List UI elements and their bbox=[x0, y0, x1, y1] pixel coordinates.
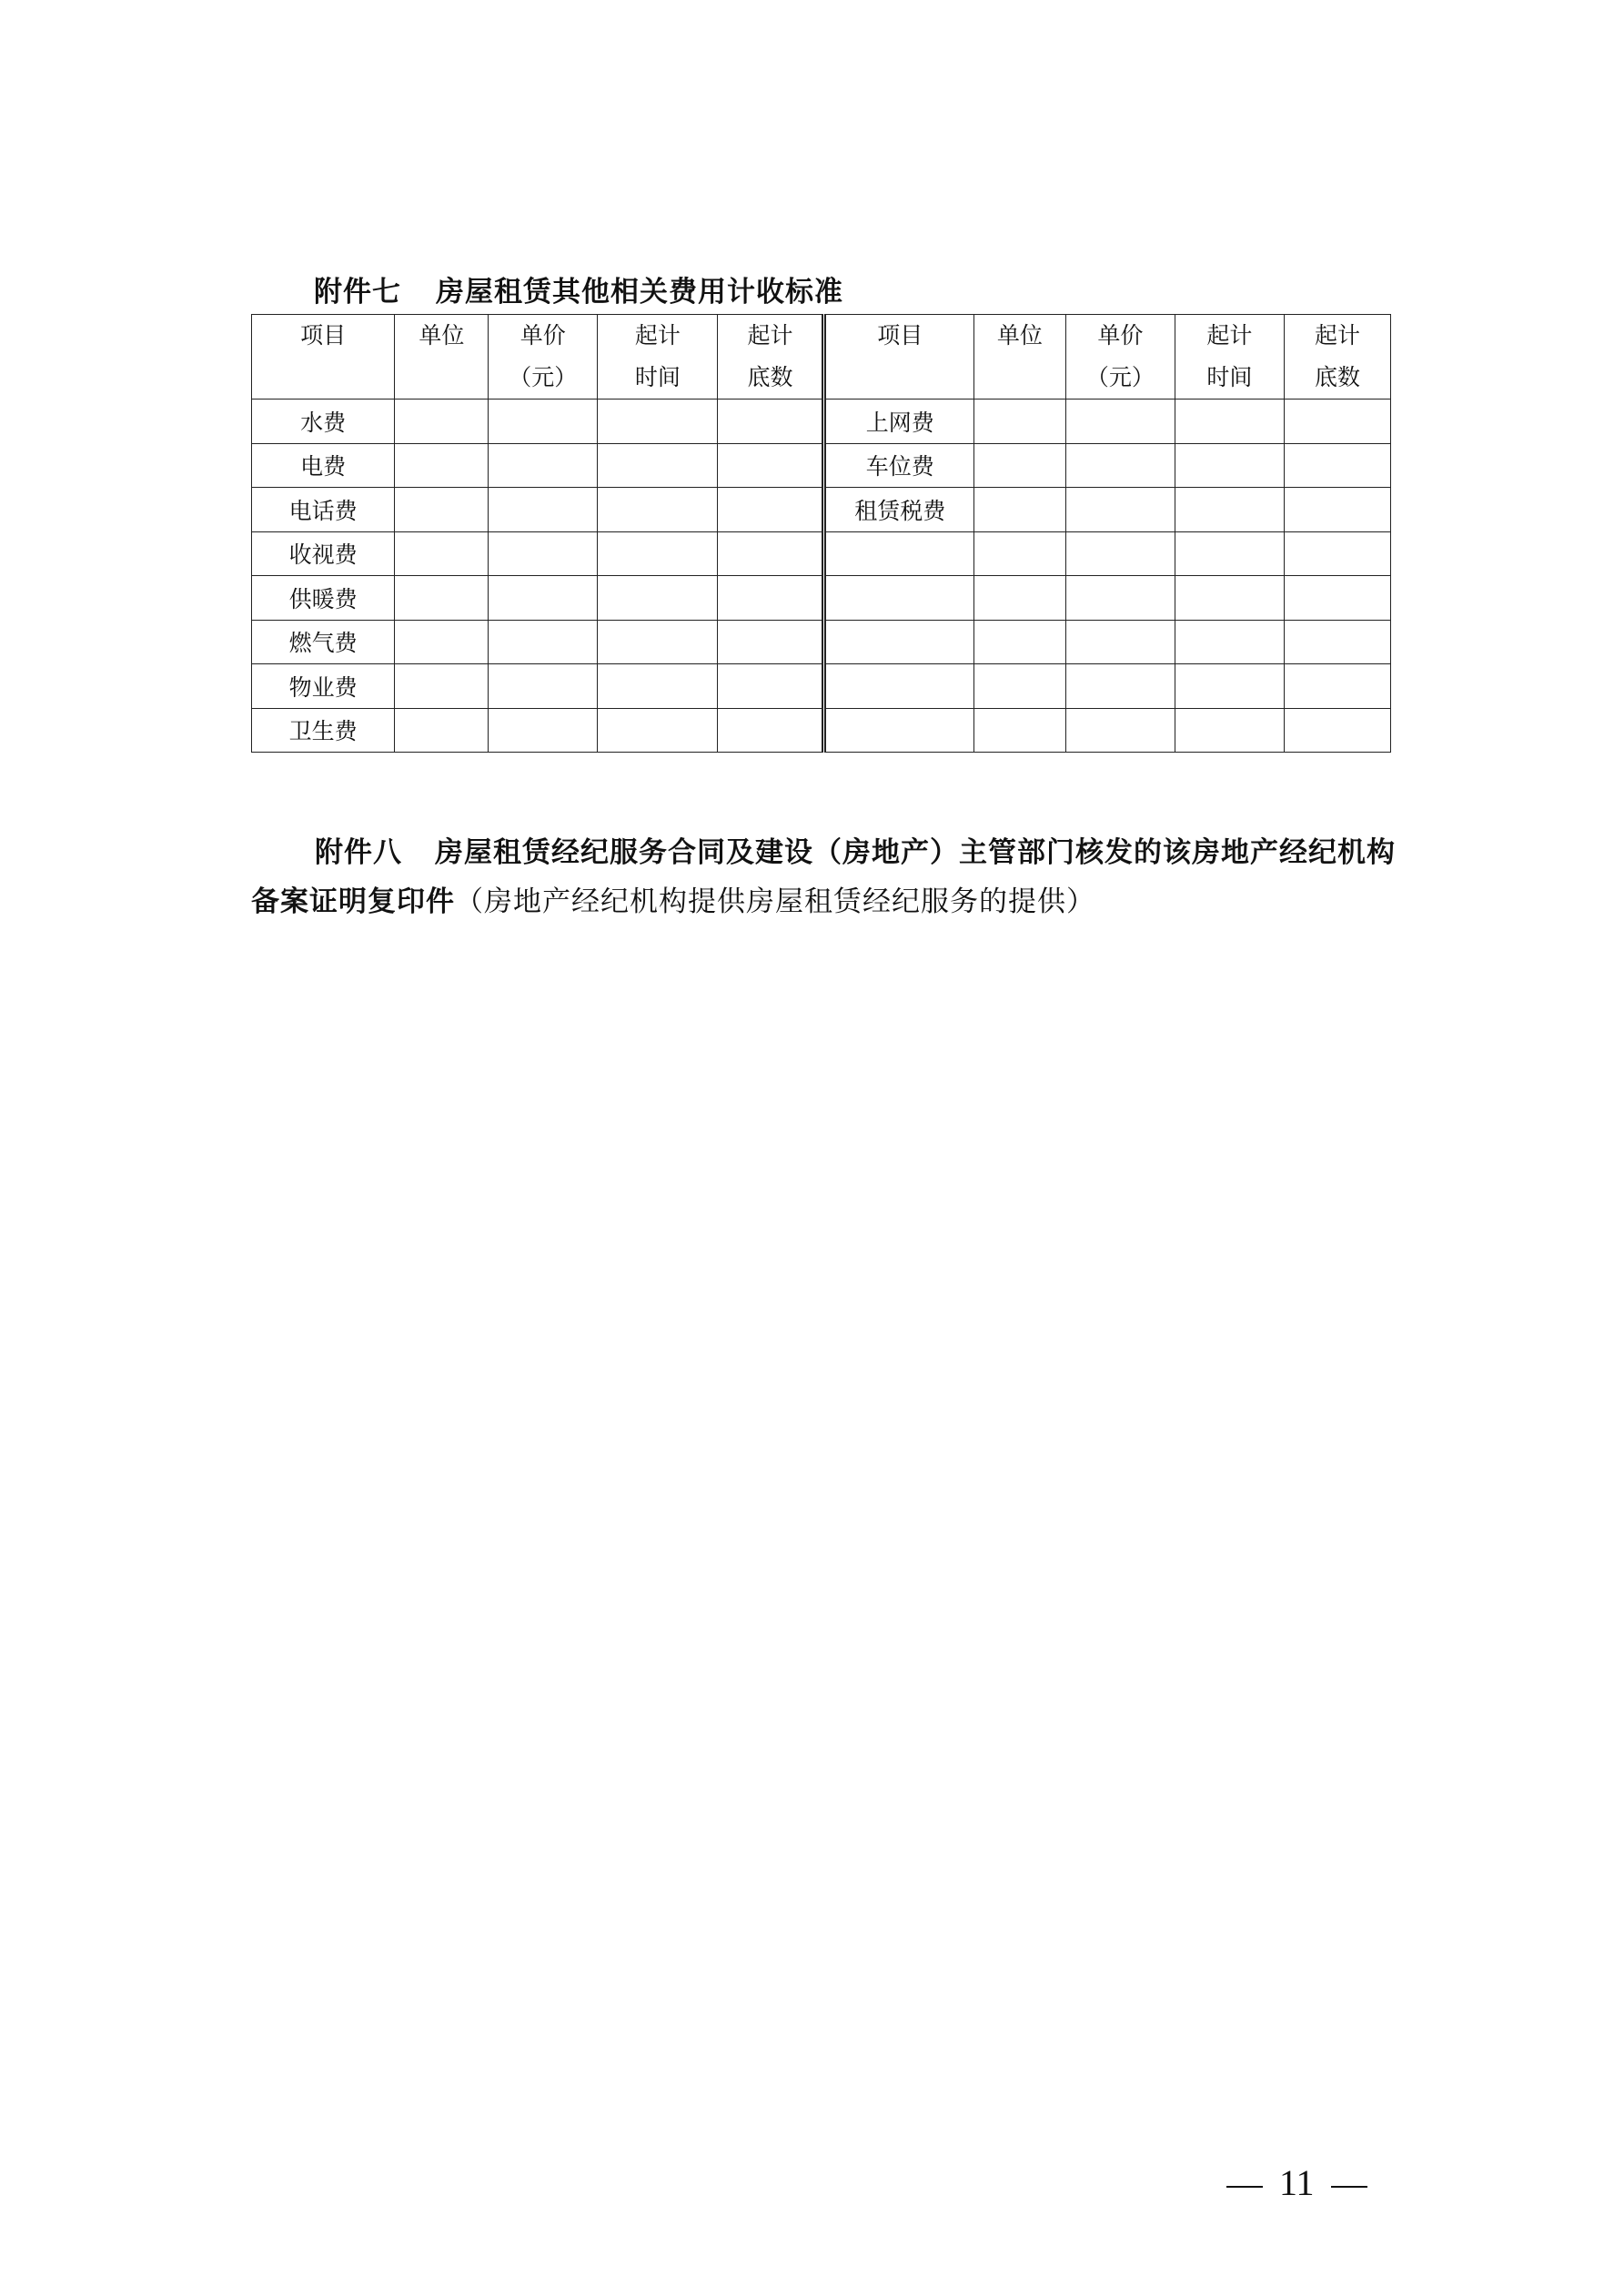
table-cell bbox=[718, 620, 824, 664]
table-cell bbox=[1284, 708, 1390, 753]
table-cell bbox=[1284, 531, 1390, 576]
attachment-7-number: 附件七 bbox=[314, 276, 401, 308]
right-item-name bbox=[824, 531, 973, 576]
attachment-7-heading bbox=[314, 268, 843, 309]
column-header-line bbox=[395, 357, 488, 399]
attachment-8-title: 房屋租赁经纪服务合同及建设（房地产）主管部门核发的该房地产经纪机构备案证明复印件 bbox=[251, 836, 1396, 918]
table-header-row bbox=[252, 315, 1391, 400]
column-header-line: 时间 bbox=[634, 364, 681, 390]
table-cell bbox=[718, 576, 824, 621]
table-cell bbox=[598, 620, 718, 664]
column-header-line: 项目 bbox=[877, 322, 923, 349]
column-header bbox=[252, 315, 395, 400]
table-cell bbox=[395, 620, 489, 664]
table-cell bbox=[395, 664, 489, 709]
table-row bbox=[252, 531, 1391, 576]
table-cell bbox=[598, 488, 718, 532]
column-header-line bbox=[826, 357, 973, 399]
right-item-name bbox=[824, 708, 973, 753]
table-row bbox=[252, 443, 1391, 488]
table-cell bbox=[1065, 400, 1175, 444]
table-cell bbox=[1284, 664, 1390, 709]
attachment-7-title: 房屋租赁其他相关费用计收标准 bbox=[436, 276, 843, 308]
table-cell bbox=[718, 708, 824, 753]
table-cell bbox=[1065, 620, 1175, 664]
table-row bbox=[252, 708, 1391, 753]
table-cell bbox=[395, 443, 489, 488]
table-cell bbox=[973, 400, 1065, 444]
table-cell bbox=[973, 443, 1065, 488]
table-cell bbox=[973, 531, 1065, 576]
table-row bbox=[252, 664, 1391, 709]
table-cell bbox=[973, 576, 1065, 621]
right-item-name bbox=[824, 576, 973, 621]
column-header-line: （元） bbox=[1085, 364, 1155, 390]
table-cell bbox=[598, 664, 718, 709]
table-cell bbox=[718, 443, 824, 488]
column-header-line: 单位 bbox=[419, 322, 465, 349]
table-cell bbox=[1175, 708, 1284, 753]
page-number-value: 11 bbox=[1279, 2162, 1315, 2203]
table-cell bbox=[598, 443, 718, 488]
column-header bbox=[598, 315, 718, 400]
column-header bbox=[973, 315, 1065, 400]
table-cell bbox=[1284, 400, 1390, 444]
left-item-name: 卫生费 bbox=[252, 708, 395, 753]
table-cell bbox=[395, 708, 489, 753]
column-header-line: （元） bbox=[509, 364, 578, 390]
table-cell bbox=[1284, 620, 1390, 664]
table-cell bbox=[1065, 488, 1175, 532]
table-cell bbox=[1065, 576, 1175, 621]
table-cell bbox=[1065, 443, 1175, 488]
page-number-dash-right bbox=[1331, 2186, 1367, 2188]
table-cell bbox=[973, 708, 1065, 753]
table-cell bbox=[973, 620, 1065, 664]
column-header bbox=[1284, 315, 1390, 400]
column-header-line: 单价 bbox=[519, 322, 566, 349]
table-cell bbox=[489, 576, 598, 621]
right-item-name: 上网费 bbox=[824, 400, 973, 444]
table-cell bbox=[1065, 708, 1175, 753]
column-header bbox=[824, 315, 973, 400]
column-header bbox=[718, 315, 824, 400]
table-cell bbox=[489, 708, 598, 753]
table-cell bbox=[1175, 443, 1284, 488]
table-cell bbox=[395, 576, 489, 621]
table-cell bbox=[1175, 531, 1284, 576]
table-cell bbox=[489, 620, 598, 664]
attachment-8-paragraph bbox=[251, 828, 1397, 926]
table-cell bbox=[1065, 664, 1175, 709]
column-header-line bbox=[252, 357, 394, 399]
table-cell bbox=[489, 443, 598, 488]
table-cell bbox=[1284, 443, 1390, 488]
column-header-line: 时间 bbox=[1206, 364, 1253, 390]
column-header bbox=[489, 315, 598, 400]
table-cell bbox=[718, 531, 824, 576]
right-item-name bbox=[824, 620, 973, 664]
column-header-line: 起计 bbox=[1206, 322, 1253, 349]
column-header-line: 底数 bbox=[747, 364, 793, 390]
table-cell bbox=[1284, 488, 1390, 532]
table-cell bbox=[973, 488, 1065, 532]
table-row bbox=[252, 400, 1391, 444]
table-cell bbox=[1284, 576, 1390, 621]
table-row bbox=[252, 620, 1391, 664]
table-cell bbox=[1175, 488, 1284, 532]
table-row bbox=[252, 576, 1391, 621]
table-cell bbox=[395, 488, 489, 532]
table-cell bbox=[395, 400, 489, 444]
fee-standard-table bbox=[251, 314, 1391, 753]
left-item-name: 电费 bbox=[252, 443, 395, 488]
right-item-name: 车位费 bbox=[824, 443, 973, 488]
table-cell bbox=[718, 400, 824, 444]
column-header bbox=[1175, 315, 1284, 400]
table-cell bbox=[598, 576, 718, 621]
table-cell bbox=[598, 708, 718, 753]
page-number bbox=[1210, 2161, 1384, 2204]
left-item-name: 收视费 bbox=[252, 531, 395, 576]
column-header bbox=[1065, 315, 1175, 400]
column-header-line: 底数 bbox=[1314, 364, 1360, 390]
page-number-dash-left bbox=[1226, 2186, 1263, 2188]
column-header-line: 单位 bbox=[996, 322, 1043, 349]
column-header-line: 起计 bbox=[747, 322, 793, 349]
table-cell bbox=[395, 531, 489, 576]
left-item-name: 物业费 bbox=[252, 664, 395, 709]
left-item-name: 供暖费 bbox=[252, 576, 395, 621]
table-cell bbox=[973, 664, 1065, 709]
table-cell bbox=[718, 488, 824, 532]
table-cell bbox=[1175, 400, 1284, 444]
left-item-name: 电话费 bbox=[252, 488, 395, 532]
column-header-line: 起计 bbox=[1314, 322, 1360, 349]
table-cell bbox=[1175, 620, 1284, 664]
table-cell bbox=[1175, 664, 1284, 709]
column-header-line bbox=[974, 357, 1065, 399]
right-item-name bbox=[824, 664, 973, 709]
left-item-name: 燃气费 bbox=[252, 620, 395, 664]
right-item-name: 租赁税费 bbox=[824, 488, 973, 532]
column-header-line: 起计 bbox=[634, 322, 681, 349]
table-cell bbox=[489, 531, 598, 576]
table-cell bbox=[1175, 576, 1284, 621]
left-item-name: 水费 bbox=[252, 400, 395, 444]
table-cell bbox=[489, 664, 598, 709]
table-cell bbox=[598, 400, 718, 444]
attachment-8-number: 附件八 bbox=[315, 836, 402, 869]
table-cell bbox=[1065, 531, 1175, 576]
table-row bbox=[252, 488, 1391, 532]
table-cell bbox=[489, 400, 598, 444]
table-cell bbox=[489, 488, 598, 532]
table-cell bbox=[718, 664, 824, 709]
table-cell bbox=[598, 531, 718, 576]
column-header-line: 项目 bbox=[300, 322, 347, 349]
attachment-8-note: （房地产经纪机构提供房屋租赁经纪服务的提供） bbox=[455, 885, 1095, 918]
column-header bbox=[395, 315, 489, 400]
column-header-line: 单价 bbox=[1097, 322, 1144, 349]
